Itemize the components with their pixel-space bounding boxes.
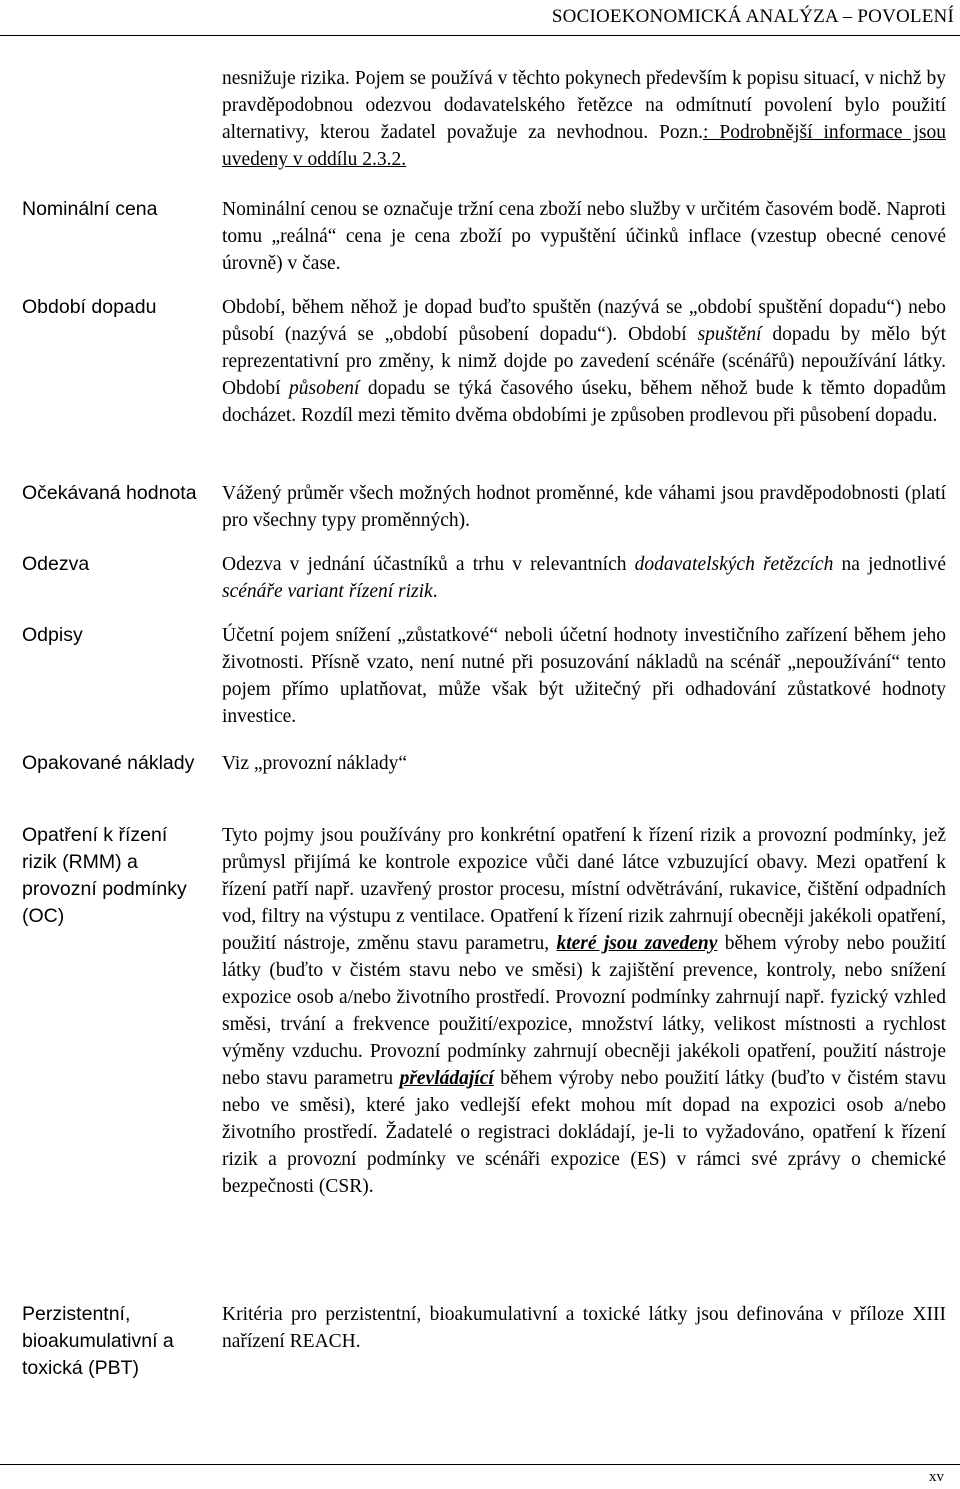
italic-term: scénáře variant řízení rizik bbox=[222, 581, 433, 602]
definition-text: dopadu se týká časového úseku, během něhož bude k těmto dopadům docházet. Rozdíl mezi těmito dvěma obdobími je způsoben prodlevou při působení dopadu. bbox=[222, 378, 946, 426]
term-rmm-oc: Opatření k řízení rizik (RMM) a provozní podmínky (OC) bbox=[22, 824, 187, 927]
footer-divider bbox=[0, 1464, 960, 1465]
definition-text: dopadu by mělo být reprezentativní pro změny, k nimž dojde po zavedení scénáře (scénářů) nepoužívání látky. Období bbox=[222, 324, 946, 399]
definition-pbt: Kritéria pro perzistentní, bioakumulativní a toxické látky jsou definována v příloze XIII nařízení REACH. bbox=[222, 1304, 946, 1352]
definition-text: během výroby nebo použití látky (buďto v čistém stavu nebo ve směsi) k zajištění prevence, kontroly, nebo snížení expozice osob a/nebo životního prostředí. Provozní podmínky zahrnují např. fyzický vzhled směsi, trvání a frekvence použití/expozice, množství látky, velikost místnosti a rychlost výměny vzduchu. Provozní podmínky zahrnují obecněji jakékoli opatření, použití nástroje nebo stavu parametru bbox=[222, 933, 946, 1089]
definition-response bbox=[222, 551, 946, 605]
italic-term: dodavatelských řetězcích bbox=[634, 554, 834, 575]
term-depreciation: Odpisy bbox=[22, 624, 83, 646]
term-recurring-costs: Opakované náklady bbox=[22, 752, 195, 774]
definition-impact-period bbox=[222, 294, 946, 429]
definition-depreciation: Účetní pojem snížení „zůstatkové“ neboli účetní hodnoty investičního zařízení během jeho životnosti. Přísně vzato, není nutné při posuzování nákladů na scénář „nepoužívání“ tento pojem přímo uplatňovat, může však být užitečný při odhadování zůstatkové hodnoty investice. bbox=[222, 625, 946, 727]
italic-term: působení bbox=[288, 378, 360, 399]
definition-expected-value: Vážený průměr všech možných hodnot proměnné, kde váhami jsou pravděpodobnosti (platí pro všechny typy proměnných). bbox=[222, 483, 946, 531]
definition-recurring-costs: Viz „provozní náklady“ bbox=[222, 753, 408, 774]
definition-text: Období, během něhož je dopad buďto spuštěn (nazývá se „období spuštění dopadu“) nebo působí (nazývá se „období působení dopadu“). Období bbox=[222, 297, 946, 345]
term-nominal-price: Nominální cena bbox=[22, 198, 158, 220]
header-divider bbox=[0, 35, 960, 36]
term-expected-value: Očekávaná hodnota bbox=[22, 482, 197, 504]
italic-term: spuštění bbox=[697, 324, 762, 345]
term-response: Odezva bbox=[22, 553, 90, 575]
intro-text-b: : Podrobnější informace jsou uvedeny v oddílu 2.3.2. bbox=[222, 122, 946, 170]
emphasized-term: převládající bbox=[399, 1068, 494, 1089]
term-pbt: Perzistentní, bioakumulativní a toxická (PBT) bbox=[22, 1303, 174, 1379]
definition-nominal-price: Nominální cenou se označuje tržní cena zboží nebo služby v určitém časovém bodě. Naproti tomu „reálná“ cena je cena zboží po vypuštění účinků inflace (vzestup obecné cenové úrovně) v čase. bbox=[222, 199, 946, 274]
page-number: xv bbox=[929, 1469, 944, 1485]
definition-text: během výroby nebo použití látky (buďto v čistém stavu nebo ve směsi), které jako vedlejší efekt mohou mít dopad na expozici osob a/nebo životního prostředí. Žadatelé o registraci dokládají, je-li to vyžadováno, opatření k řízení rizik a provozní podmínky ve scénáři expozice (ES) v rámci své zprávy o chemické bezpečnosti (CSR). bbox=[222, 1068, 947, 1197]
page-header bbox=[0, 4, 960, 34]
definition-text: na jednotlivé bbox=[833, 554, 946, 575]
definition-text: Odezva v jednání účastníků a trhu v relevantních bbox=[222, 554, 635, 575]
definition-text: . bbox=[432, 581, 438, 602]
running-title: SOCIOEKONOMICKÁ ANALÝZA – POVOLENÍ bbox=[551, 6, 954, 27]
emphasized-term: které jsou zavedeny bbox=[556, 933, 718, 954]
term-impact-period: Období dopadu bbox=[22, 296, 157, 318]
intro-text-a: nesnižuje rizika. Pojem se používá v těchto pokynech především k popisu situací, v nichž by pravděpodobnou odezvou dodavatelského řetězce na odmítnutí povolení bylo použití alternativy, kterou žadatel považuje za nevhodnou. Pozn. bbox=[222, 68, 946, 143]
intro-paragraph bbox=[222, 65, 946, 173]
definition-rmm-oc bbox=[222, 822, 946, 1200]
definition-text: Tyto pojmy jsou používány pro konkrétní opatření k řízení rizik a provozní podmínky, jež průmysl přijímá ke kontrole expozice vůči dané látce vzbuzující obavy. Mezi opatření k řízení patří např. uzavřený prostor procesu, místní odvětrávání, rukavice, čištění odpadních vod, filtry na výstupu z ventilace. Opatření k řízení rizik zahrnují obecněji jakékoli opatření, použití nástroje, změnu stavu parametru, bbox=[222, 825, 946, 954]
